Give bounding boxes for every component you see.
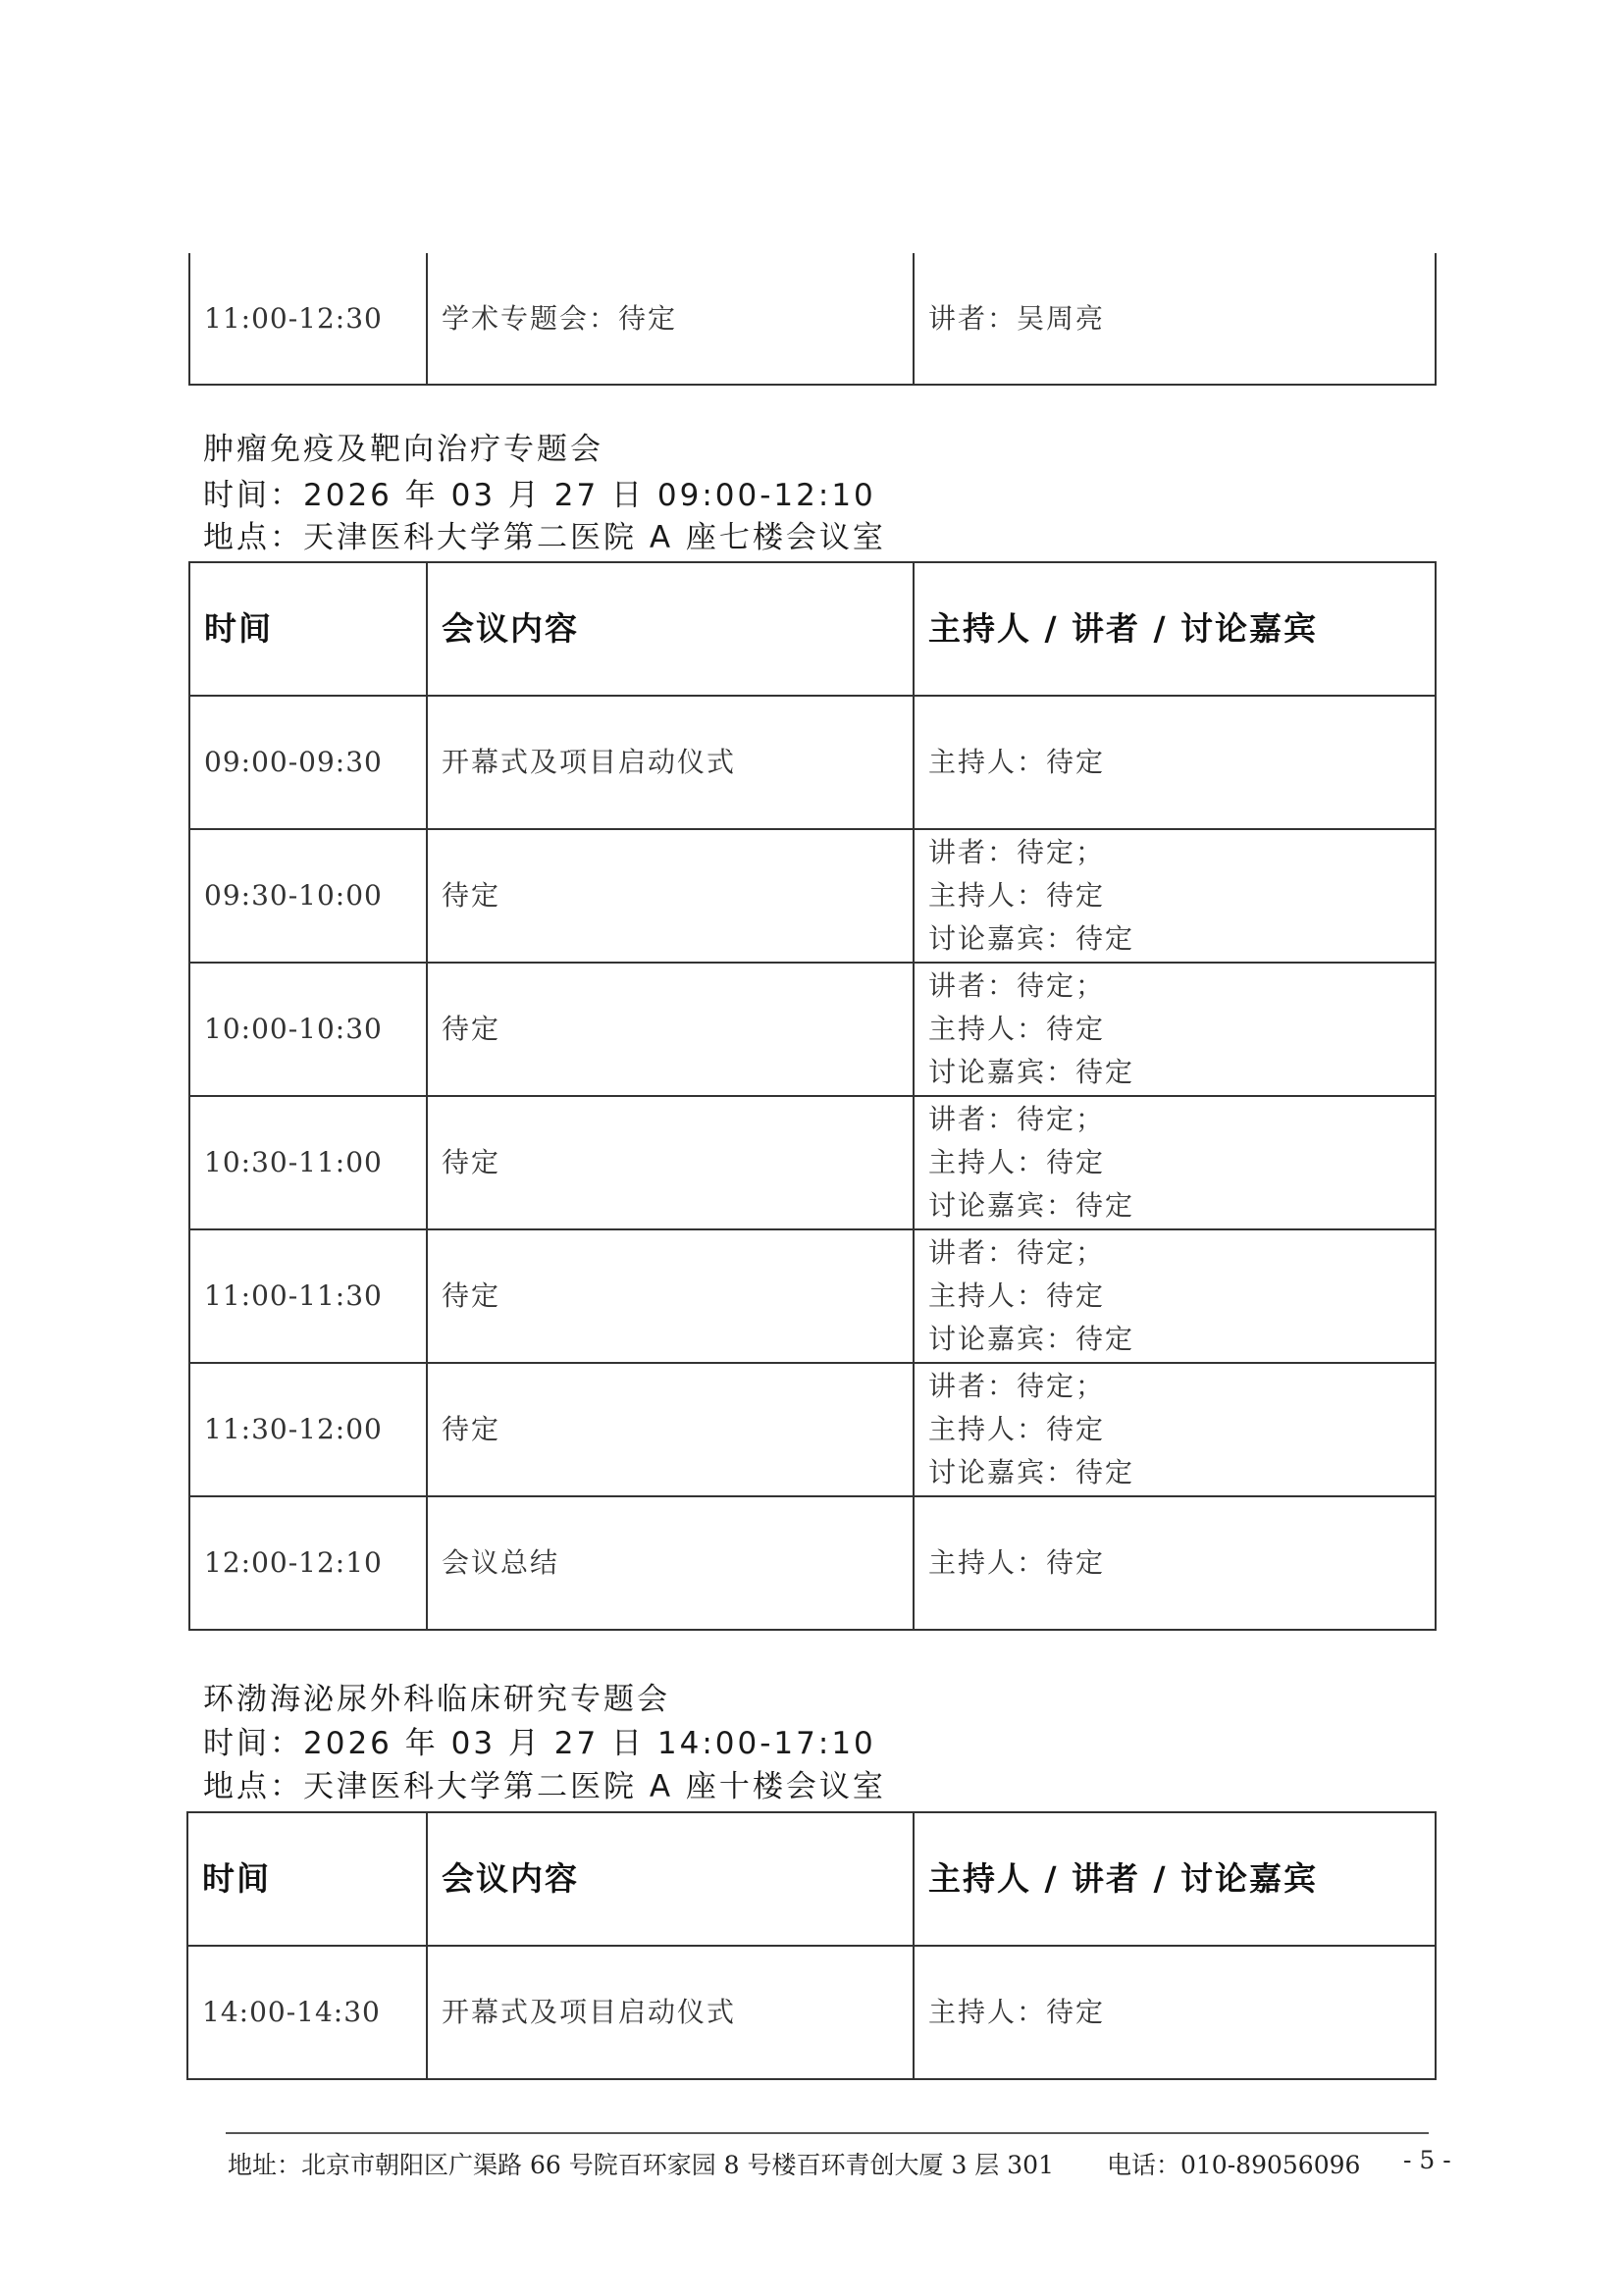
cell-time: 09:00-09:30 xyxy=(189,696,427,829)
cell-time: 14:00-14:30 xyxy=(187,1946,427,2079)
header-time: 时间 xyxy=(187,1812,427,1946)
table-row xyxy=(189,696,1436,829)
person-line: 主持人：待定 xyxy=(928,746,1106,778)
cell-people xyxy=(914,253,1436,385)
person-line: 讨论嘉宾：待定 xyxy=(928,922,1135,955)
cell-people xyxy=(914,1363,1436,1496)
footer-divider xyxy=(226,2132,1429,2134)
table-header-row xyxy=(187,1812,1436,1946)
person-line: 主持人：待定 xyxy=(928,1413,1106,1445)
session-time: 时间：2026 年 03 月 27 日 09:00-12:10 xyxy=(203,478,876,513)
cell-time: 10:30-11:00 xyxy=(189,1096,427,1229)
table-row xyxy=(187,1946,1436,2079)
cell-people xyxy=(914,829,1436,963)
schedule-table-session2 xyxy=(186,1811,1437,2080)
session-title: 环渤海泌尿外科临床研究专题会 xyxy=(203,1682,670,1717)
header-people: 主持人 / 讲者 / 讨论嘉宾 xyxy=(914,562,1436,696)
person-line: 讨论嘉宾：待定 xyxy=(928,1056,1135,1088)
person-line: 主持人：待定 xyxy=(928,1146,1106,1178)
person-line: 主持人：待定 xyxy=(928,1546,1106,1579)
cell-people xyxy=(914,1229,1436,1363)
cell-content: 开幕式及项目启动仪式 xyxy=(427,1946,914,2079)
cell-people xyxy=(914,963,1436,1096)
cell-time: 11:00-12:30 xyxy=(189,253,427,385)
person-line: 讨论嘉宾：待定 xyxy=(928,1323,1135,1355)
cell-time: 11:00-11:30 xyxy=(189,1229,427,1363)
table-row xyxy=(189,1496,1436,1630)
table-row xyxy=(189,1363,1436,1496)
schedule-table-session1 xyxy=(188,561,1437,1631)
footer-address: 地址：北京市朝阳区广渠路 66 号院百环家园 8 号楼百环青创大厦 3 层 301 xyxy=(228,2151,1054,2179)
header-people: 主持人 / 讲者 / 讨论嘉宾 xyxy=(914,1812,1436,1946)
cell-people xyxy=(914,1946,1436,2079)
person-line: 讲者：待定； xyxy=(928,1236,1106,1269)
session-time: 时间：2026 年 03 月 27 日 14:00-17:10 xyxy=(203,1726,876,1761)
cell-time: 12:00-12:10 xyxy=(189,1496,427,1630)
person-line: 讲者：待定； xyxy=(928,969,1106,1002)
person-line: 主持人：待定 xyxy=(928,879,1106,912)
table-body xyxy=(189,253,1436,385)
cell-content: 会议总结 xyxy=(427,1496,914,1630)
table-header-row xyxy=(189,562,1436,696)
cell-people xyxy=(914,696,1436,829)
header-time: 时间 xyxy=(189,562,427,696)
person-line: 讲者：待定； xyxy=(928,1103,1106,1135)
cell-content: 待定 xyxy=(427,1229,914,1363)
page-number: - 5 - xyxy=(1403,2146,1451,2174)
schedule-table-continued xyxy=(188,253,1437,386)
person-line: 讨论嘉宾：待定 xyxy=(928,1189,1135,1222)
person-line: 主持人：待定 xyxy=(928,1013,1106,1045)
table-row xyxy=(189,1229,1436,1363)
table-row xyxy=(189,963,1436,1096)
cell-people xyxy=(914,1096,1436,1229)
table-body xyxy=(189,696,1436,1630)
footer-phone: 电话：010-89056096 xyxy=(1107,2151,1361,2179)
session-location: 地点：天津医科大学第二医院 A 座十楼会议室 xyxy=(203,1769,886,1804)
cell-content: 开幕式及项目启动仪式 xyxy=(427,696,914,829)
header-content: 会议内容 xyxy=(427,562,914,696)
cell-content: 学术专题会：待定 xyxy=(427,253,914,385)
person-line: 讨论嘉宾：待定 xyxy=(928,1456,1135,1488)
session-location: 地点：天津医科大学第二医院 A 座七楼会议室 xyxy=(203,520,886,555)
cell-time: 09:30-10:00 xyxy=(189,829,427,963)
header-content: 会议内容 xyxy=(427,1812,914,1946)
table-row xyxy=(189,829,1436,963)
cell-content: 待定 xyxy=(427,963,914,1096)
cell-content: 待定 xyxy=(427,829,914,963)
cell-people xyxy=(914,1496,1436,1630)
cell-content: 待定 xyxy=(427,1096,914,1229)
table-row xyxy=(189,1096,1436,1229)
cell-time: 11:30-12:00 xyxy=(189,1363,427,1496)
table-row xyxy=(189,253,1436,385)
person-line: 主持人：待定 xyxy=(928,1279,1106,1312)
session-title: 肿瘤免疫及靶向治疗专题会 xyxy=(203,432,603,467)
person-line: 讲者：吴周亮 xyxy=(928,301,1106,335)
table-body xyxy=(187,1946,1436,2079)
person-line: 主持人：待定 xyxy=(928,1996,1106,2028)
cell-content: 待定 xyxy=(427,1363,914,1496)
person-line: 讲者：待定； xyxy=(928,1370,1106,1402)
person-line: 讲者：待定； xyxy=(928,836,1106,868)
cell-time: 10:00-10:30 xyxy=(189,963,427,1096)
